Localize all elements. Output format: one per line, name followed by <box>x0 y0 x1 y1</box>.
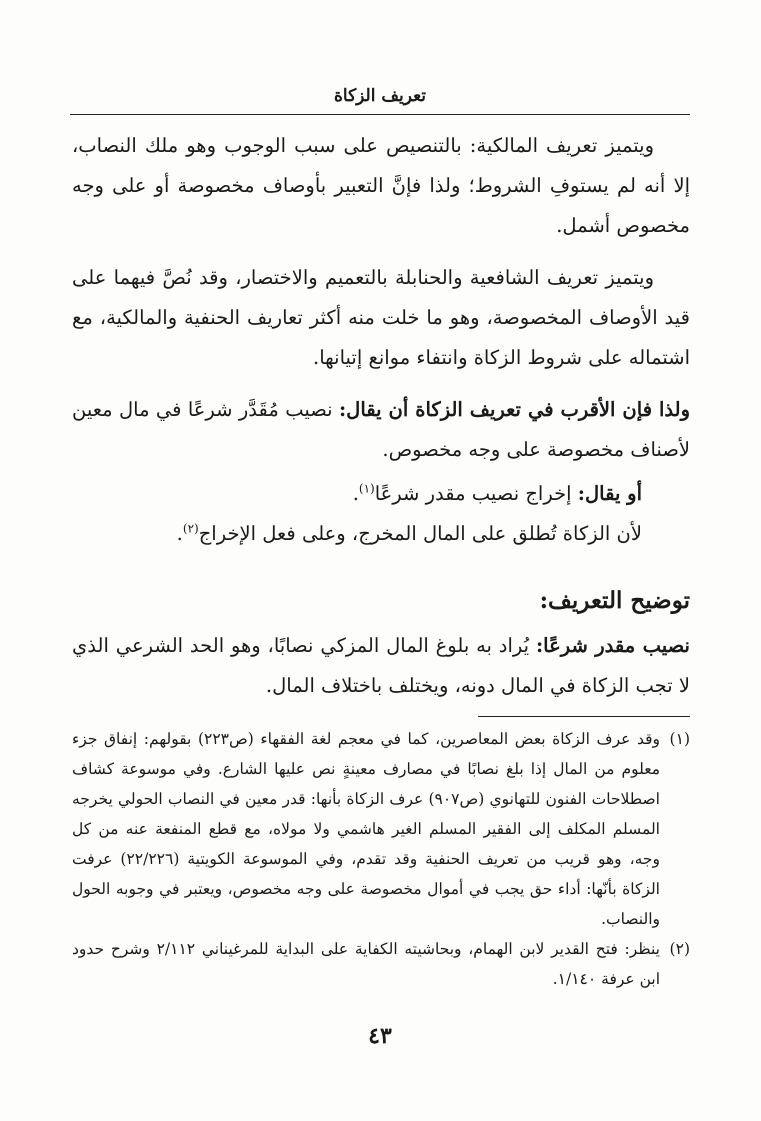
main-text <box>72 126 690 706</box>
footnote-text: وقد عرف الزكاة بعض المعاصرين، كما في معجم لغة الفقهاء (ص٢٢٣) بقولهم: إنفاق جزء معلوم من المال إذا بلغ نصابًا في مصارف معينةٍ نص عليها الشارع. وفي موسوعة كشاف اصطلاحات الفنون للتهانوي (ص٩٠٧) عرف الزكاة بأنها: قدر معين في النصاب الحولي يخرجه المسلم المكلف إلى الفقير المسلم الغير هاشمي ولا مولاه، مع قطع المنفعة عنه من كل وجه، وهو قريب من تعريف الحنفية وقد تقدم، وفي الموسوعة الكويتية (٢٢/٢٢٦) عرفت الزكاة بأنّها: أداء حق يجب في أموال مخصوصة على وجه مخصوص، ويعتبر في وجوبه الحول والنصاب. <box>72 730 660 928</box>
footnote-ref-1[interactable]: (١) <box>358 481 375 496</box>
paragraph-term-explanation <box>72 626 690 706</box>
footnote-number: (١) <box>669 730 690 748</box>
footnotes <box>72 724 690 994</box>
term-explanation-text: يُراد به بلوغ المال المزكي نصابًا، وهو الحد الشرعي الذي لا تجب الزكاة في المال دونه، ويختلف باختلاف المال. <box>72 634 690 697</box>
paragraph-shafii-hanbali-definition: ويتميز تعريف الشافعية والحنابلة بالتعميم والاختصار، وقد نُصَّ فيهما على قيد الأوصاف المخصوصة، وهو ما خلت منه أكثر تعاريف الحنفية والمالكية، مع اشتماله على شروط الزكاة وانتفاء موانع إتيانها. <box>72 266 690 369</box>
preferred-definition-lead: ولذا فإن الأقرب في تعريف الزكاة أن يقال: <box>338 398 690 421</box>
header-divider <box>70 114 690 115</box>
running-header-title: تعريف الزكاة <box>333 86 427 106</box>
footnote-ref-2[interactable]: (٢) <box>182 521 199 536</box>
preferred-definition-text: نصيب مُقَدَّر شرعًا في مال معين لأصناف مخصوصة على وجه مخصوص. <box>72 398 690 461</box>
footnote-1 <box>72 724 690 934</box>
alternative-definition-text: إخراج نصيب مقدر شرعًا <box>374 482 572 505</box>
alternative-definition-end: . <box>352 482 359 505</box>
page-number: ٤٣ <box>368 1023 392 1049</box>
footnote-divider <box>478 716 690 717</box>
section-heading-clarification: توضيح التعريف: <box>539 587 690 614</box>
footnote-text: ينظر: فتح القدير لابن الهمام، وبحاشيته الكفاية على البداية للمرغيناني ٢/١١٢ وشرح حدود ابن عرفة ١/١٤٠. <box>72 940 660 988</box>
footnote-2 <box>72 934 690 994</box>
alternative-definition-lead: أو يقال: <box>577 482 642 505</box>
term-label: نصيب مقدر شرعًا: <box>535 634 690 657</box>
paragraph-preferred-definition <box>72 390 690 470</box>
reason-end: . <box>176 522 183 545</box>
footnote-number: (٢) <box>669 940 690 958</box>
paragraph-alternative-definition <box>72 474 690 514</box>
paragraph-maliki-definition: ويتميز تعريف المالكية: بالتنصيص على سبب الوجوب وهو ملك النصاب، إلا أنه لم يستوفِ الشروط؛ ولذا فإنَّ التعبير بأوصاف مخصوصة أو على وجه مخصوص أشمل. <box>72 134 690 237</box>
reason-text: لأن الزكاة تُطلق على المال المخرج، وعلى فعل الإخراج <box>198 522 642 545</box>
paragraph-reason <box>72 514 690 554</box>
